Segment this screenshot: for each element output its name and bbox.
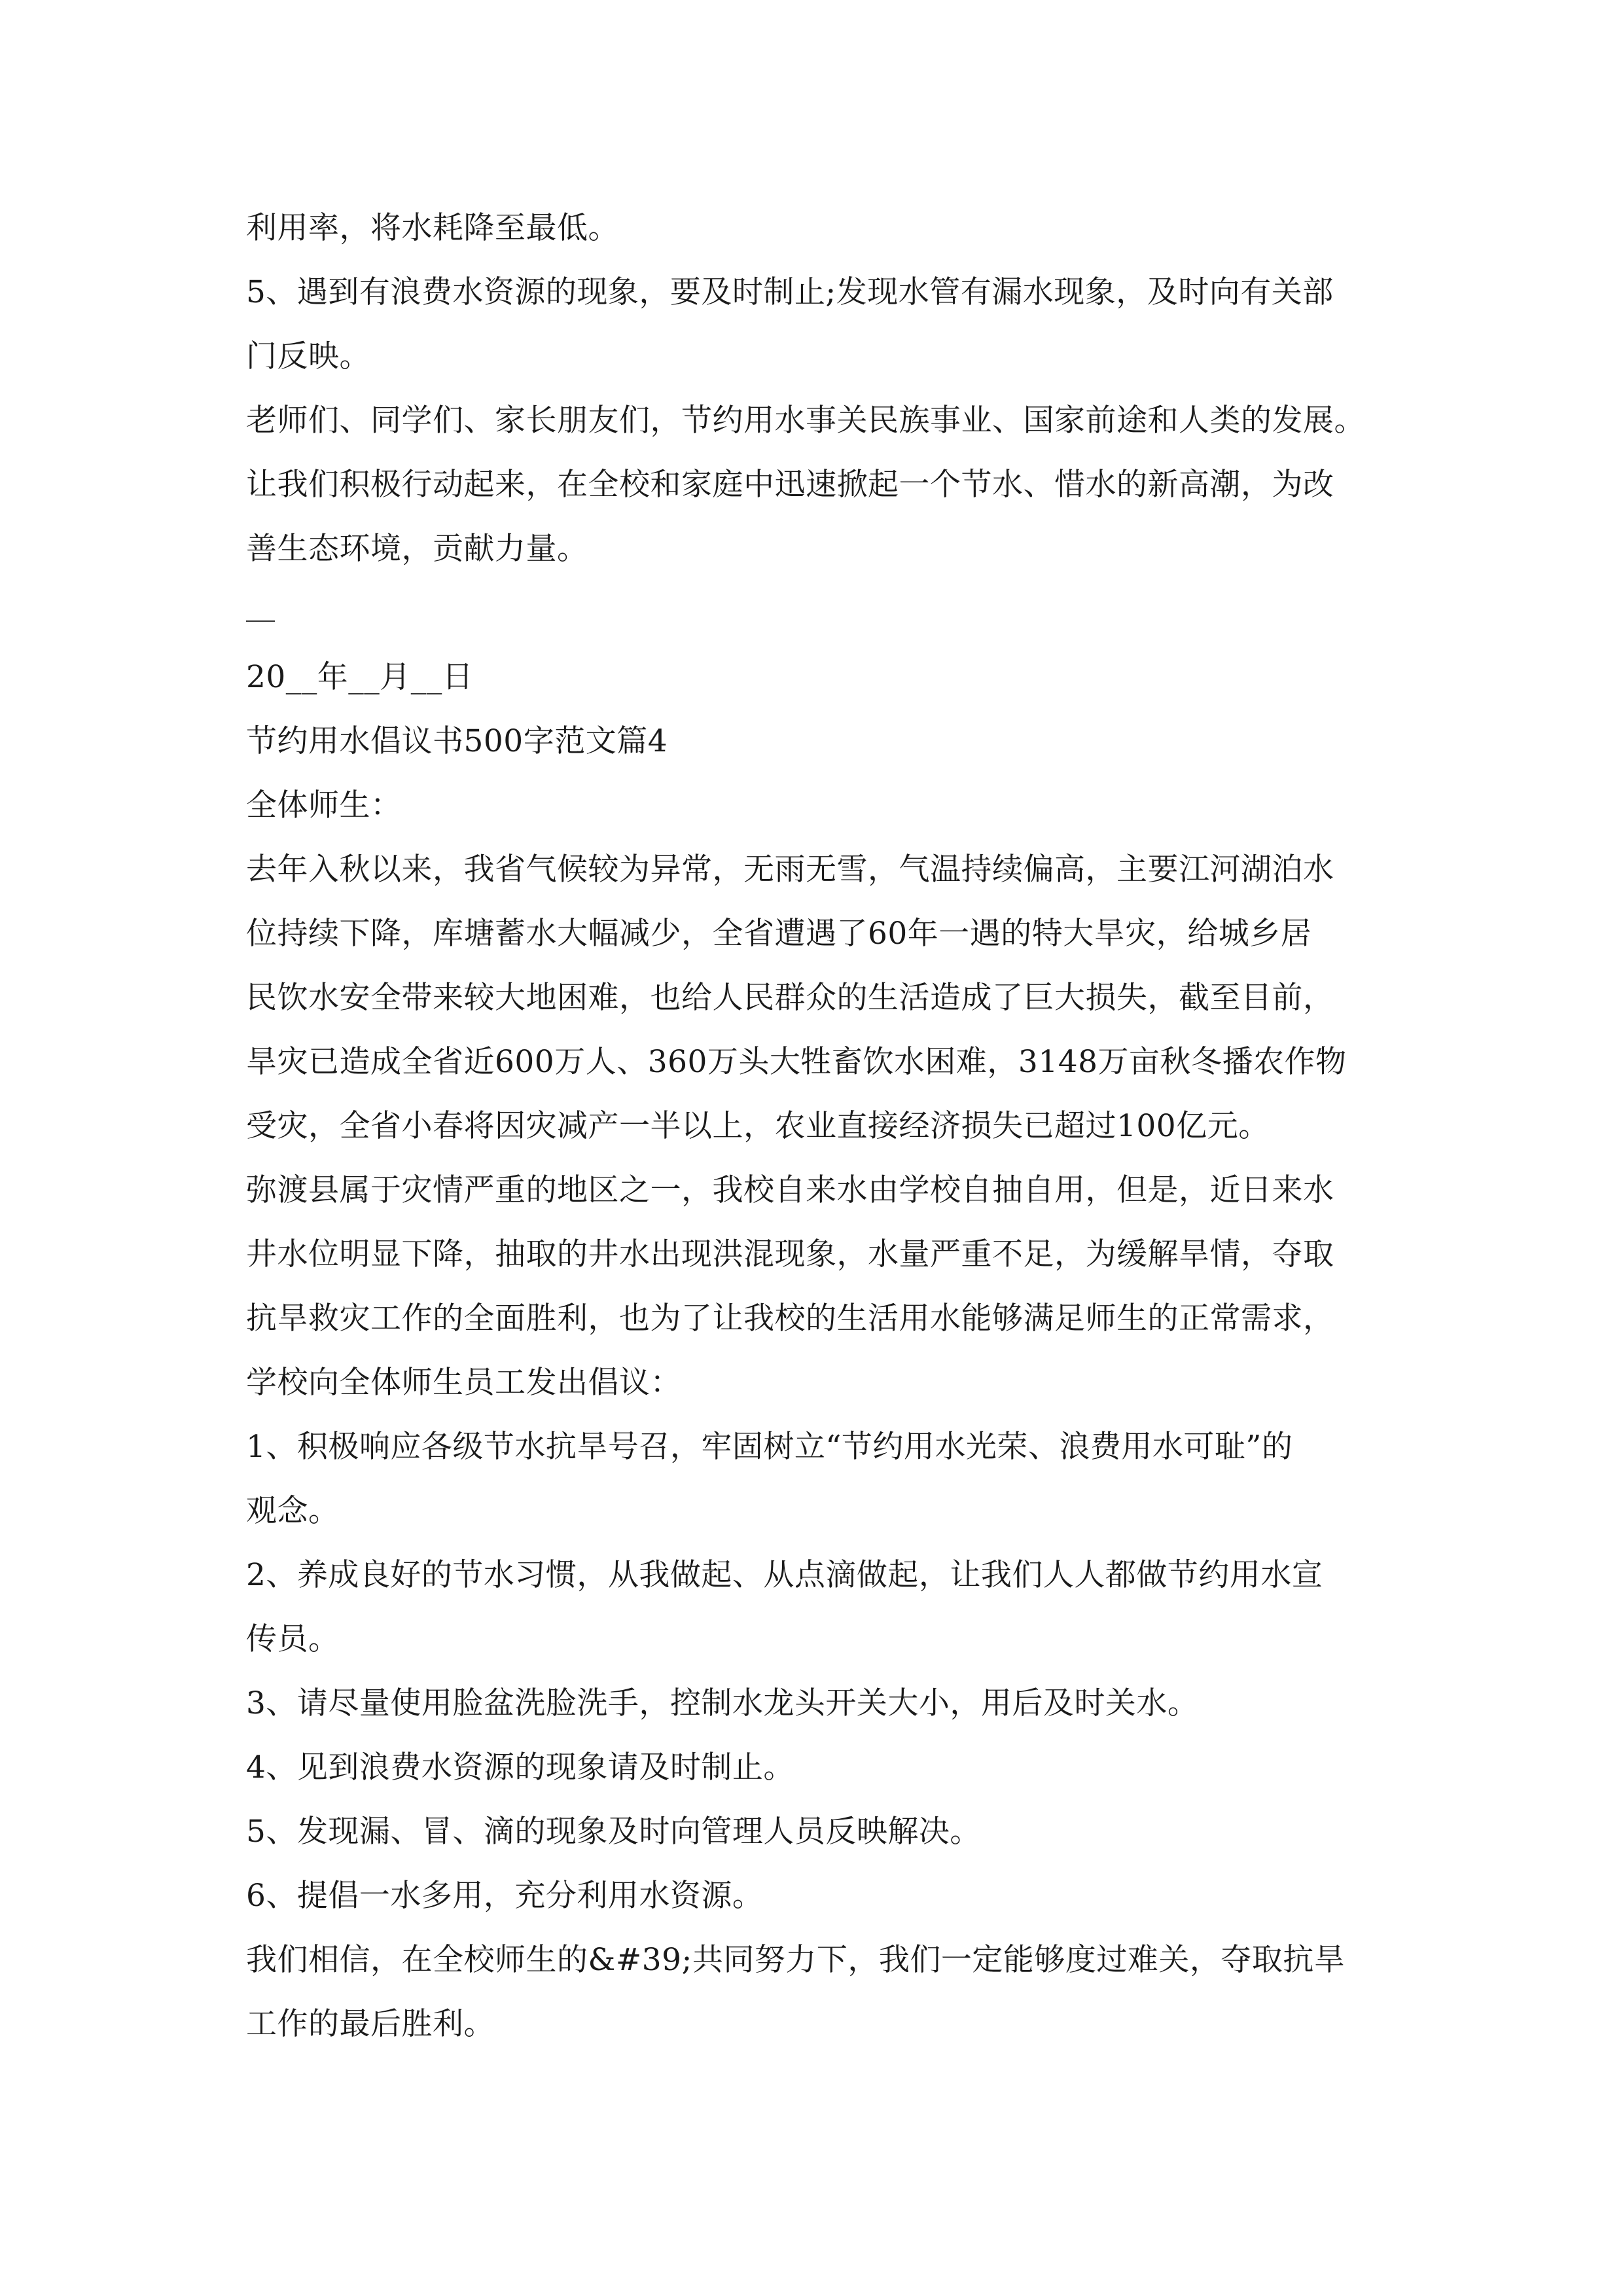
text-line: 让我们积极行动起来，在全校和家庭中迅速掀起一个节水、惜水的新高潮，为改	[246, 467, 1334, 503]
date-line: 20__年__月__日	[246, 659, 474, 695]
list-item: 4、见到浪费水资源的现象请及时制止。	[246, 1749, 794, 1785]
text-line: 5、遇到有浪费水资源的现象，要及时制止;发现水管有漏水现象，及时向有关部	[246, 274, 1334, 310]
text-line: 学校向全体师生员工发出倡议：	[246, 1365, 681, 1401]
list-item: 5、发现漏、冒、滴的现象及时向管理人员反映解决。	[246, 1814, 981, 1850]
text-line: 我们相信，在全校师生的&#39;共同努力下，我们一定能够度过难关，夺取抗旱	[246, 1942, 1346, 1978]
list-item-continuation: 传员。	[246, 1621, 340, 1657]
text-line: 弥渡县属于灾情严重的地区之一，我校自来水由学校自抽自用，但是，近日来水	[246, 1172, 1334, 1208]
list-item: 3、请尽量使用脸盆洗脸洗手，控制水龙头开关大小，用后及时关水。	[246, 1685, 1199, 1721]
list-item-continuation: 观念。	[246, 1493, 340, 1529]
text-line: 受灾，全省小春将因灾减产一半以上，农业直接经济损失已超过100亿元。	[246, 1108, 1270, 1144]
short-divider-line	[246, 581, 275, 645]
list-item: 2、养成良好的节水习惯，从我做起、从点滴做起，让我们人人都做节约用水宣	[246, 1557, 1323, 1593]
text-line: 抗旱救灾工作的全面胜利，也为了让我校的生活用水能够满足师生的正常需求，	[246, 1300, 1334, 1336]
section-title: 节约用水倡议书500字范文篇4	[246, 723, 668, 759]
text-line: 旱灾已造成全省近600万人、360万头大牲畜饮水困难，3148万亩秋冬播农作物	[246, 1044, 1347, 1080]
text-line: 工作的最后胜利。	[246, 2006, 495, 2042]
list-item: 1、积极响应各级节水抗旱号召，牢固树立“节约用水光荣、浪费用水可耻”的	[246, 1429, 1293, 1465]
document-body	[246, 196, 1388, 2056]
text-line: 去年入秋以来，我省气候较为异常，无雨无雪，气温持续偏高，主要江河湖泊水	[246, 852, 1334, 888]
text-line: 井水位明显下降，抽取的井水出现洪混现象，水量严重不足，为缓解旱情，夺取	[246, 1236, 1334, 1272]
text-line: 善生态环境，贡献力量。	[246, 531, 588, 567]
text-line: 位持续下降，库塘蓄水大幅减少，全省遭遇了60年一遇的特大旱灾，给城乡居	[246, 916, 1312, 952]
text-line: 利用率，将水耗降至最低。	[246, 210, 619, 246]
text-line: 门反映。	[246, 338, 370, 374]
text-line: 民饮水安全带来较大地困难，也给人民群众的生活造成了巨大损失，截至目前，	[246, 980, 1334, 1016]
salutation: 全体师生：	[246, 787, 402, 823]
text-line: 老师们、同学们、家长朋友们，节约用水事关民族事业、国家前途和人类的发展。	[246, 403, 1365, 439]
list-item: 6、提倡一水多用，充分利用水资源。	[246, 1878, 764, 1914]
